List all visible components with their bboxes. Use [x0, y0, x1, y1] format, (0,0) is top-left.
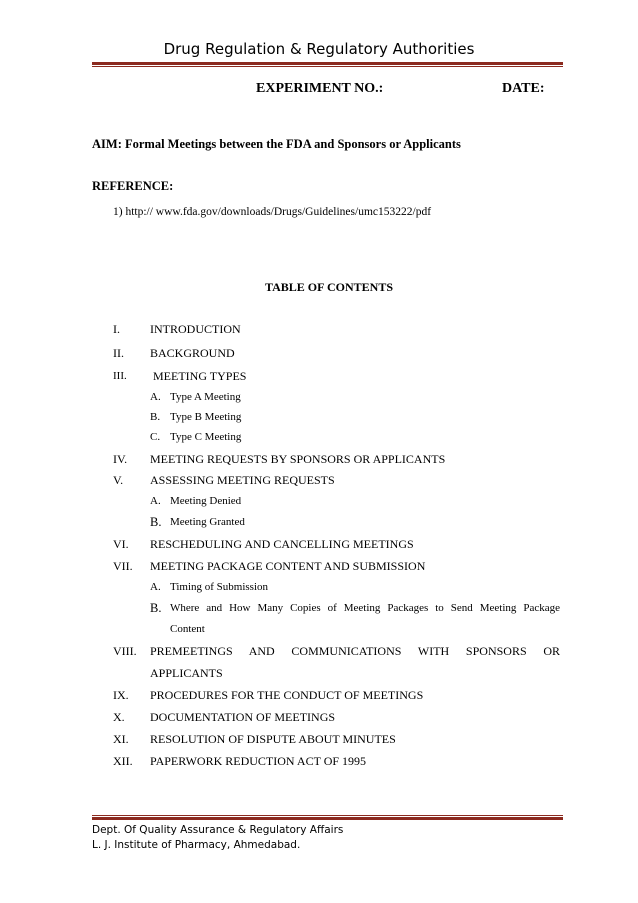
toc-entry-number: I. — [113, 322, 120, 336]
page-header-title: Drug Regulation & Regulatory Authorities — [163, 40, 475, 58]
toc-entry — [0, 558, 638, 574]
toc-entry-number: VII. — [113, 559, 133, 573]
toc-subentry — [0, 514, 638, 530]
toc-entry-number: IV. — [113, 452, 128, 466]
toc-subentry-letter: A. — [150, 581, 161, 593]
toc-entry — [0, 643, 638, 659]
toc-entry — [0, 345, 638, 361]
toc-subentry-text: Type B Meeting — [170, 411, 242, 423]
toc-entry-text: RESOLUTION OF DISPUTE ABOUT MINUTES — [150, 732, 396, 746]
toc-entry-text: ASSESSING MEETING REQUESTS — [150, 473, 335, 487]
footer-department: Dept. Of Quality Assurance & Regulatory Affairs — [92, 824, 344, 836]
toc-entry — [0, 321, 638, 337]
footer-rule-thin — [92, 815, 563, 816]
toc-subentry-text: Meeting Granted — [170, 516, 245, 528]
toc-entry-text: PREMEETINGS AND COMMUNICATIONS WITH SPONSORS OR — [150, 644, 560, 658]
toc-entry-number: XII. — [113, 754, 133, 768]
toc-subentry-letter: B. — [150, 411, 161, 423]
toc-subentry-text: Where and How Many Copies of Meeting Packages to Send Meeting Package — [170, 602, 560, 614]
toc-subentry-letter: B. — [150, 601, 162, 615]
toc-entry-number: X. — [113, 710, 125, 724]
toc-entry — [0, 472, 638, 488]
toc-subentry — [0, 429, 638, 445]
toc-subentry-continuation — [0, 621, 638, 637]
toc-title: TABLE OF CONTENTS — [264, 280, 394, 294]
toc-subentry — [0, 600, 638, 616]
toc-entry — [0, 753, 638, 769]
toc-subentry — [0, 409, 638, 425]
toc-entry-number: IX. — [113, 688, 129, 702]
toc-entry-number: VI. — [113, 537, 129, 551]
toc-entry-continuation — [0, 665, 638, 681]
toc-subentry — [0, 579, 638, 595]
toc-entry-text: MEETING PACKAGE CONTENT AND SUBMISSION — [150, 559, 426, 573]
toc-subentry — [0, 493, 638, 509]
toc-entry-text: PAPERWORK REDUCTION ACT OF 1995 — [150, 754, 367, 768]
toc-subentry-text: Type A Meeting — [170, 391, 241, 403]
toc-entry-number: VIII. — [113, 644, 137, 658]
toc-entry-number: II. — [113, 346, 124, 360]
header-rule-thin — [92, 66, 563, 67]
toc-entry-text: DOCUMENTATION OF MEETINGS — [150, 710, 336, 724]
header-rule-thick — [92, 62, 563, 65]
toc-entry — [0, 731, 638, 747]
toc-entry-text: INTRODUCTION — [150, 322, 241, 336]
toc-subentry-letter: A. — [150, 391, 161, 403]
toc-subentry — [0, 389, 638, 405]
toc-subentry-text: Timing of Submission — [170, 581, 269, 593]
toc-entry-text: APPLICANTS — [150, 666, 223, 680]
toc-entry — [0, 368, 638, 384]
toc-subentry-text: Content — [170, 623, 205, 635]
toc-subentry-text: Meeting Denied — [170, 495, 242, 507]
footer-rule-thick — [92, 817, 563, 820]
toc-entry-number: III. — [113, 370, 127, 382]
reference-label: REFERENCE: — [92, 179, 174, 193]
toc-entry-text: MEETING REQUESTS BY SPONSORS OR APPLICANTS — [150, 452, 446, 466]
toc-entry — [0, 451, 638, 467]
toc-subentry-letter: B. — [150, 515, 162, 529]
toc-entry-text: BACKGROUND — [150, 346, 235, 360]
toc-entry-number: XI. — [113, 732, 129, 746]
toc-entry-number: V. — [113, 473, 124, 487]
toc-subentry-text: Type C Meeting — [170, 431, 242, 443]
aim-statement: AIM: Formal Meetings between the FDA and Sponsors or Applicants — [92, 137, 461, 151]
toc-entry — [0, 687, 638, 703]
toc-subentry-letter: C. — [150, 431, 161, 443]
experiment-number-label: EXPERIMENT NO.: — [256, 81, 384, 96]
toc-subentry-letter: A. — [150, 495, 161, 507]
toc-entry-text: PROCEDURES FOR THE CONDUCT OF MEETINGS — [150, 688, 424, 702]
toc-entry — [0, 536, 638, 552]
reference-link[interactable]: 1) http:// www.fda.gov/downloads/Drugs/Guidelines/umc153222/pdf — [113, 206, 432, 218]
toc-entry-text: RESCHEDULING AND CANCELLING MEETINGS — [150, 537, 414, 551]
date-label: DATE: — [502, 81, 545, 96]
toc-entry-text: MEETING TYPES — [150, 369, 247, 383]
footer-institute: L. J. Institute of Pharmacy, Ahmedabad. — [92, 839, 301, 851]
toc-entry — [0, 709, 638, 725]
